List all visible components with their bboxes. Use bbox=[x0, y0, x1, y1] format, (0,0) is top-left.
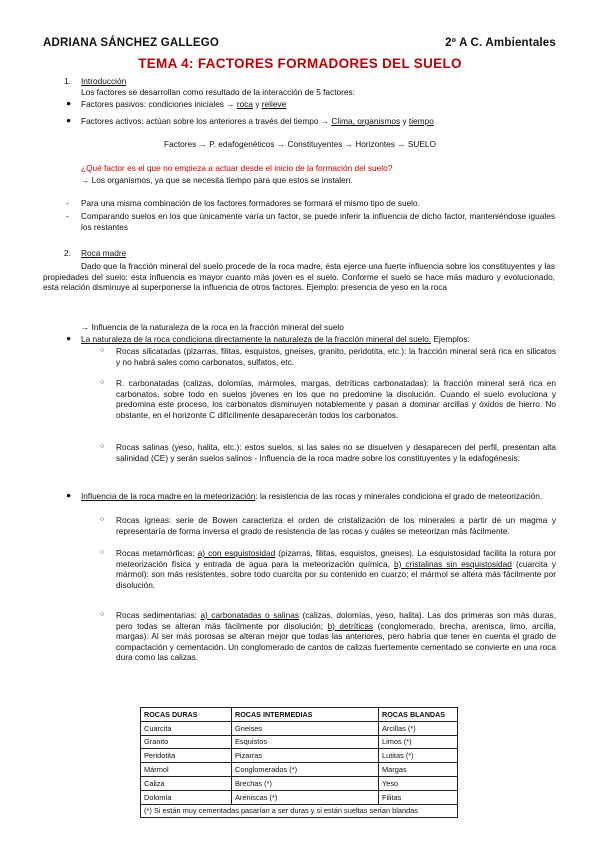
passive-factors: Factores pasivos: condiciones iniciales → roca y relieve bbox=[81, 99, 287, 109]
table-row bbox=[141, 749, 458, 763]
circle-bullet: ○ bbox=[100, 443, 105, 450]
example-salinas: Rocas salinas (yeso, halita, etc.): estos suelos, si las sales no se disuelven y desaparecen del perfil, presentan alta salinidad (CE) y serán suelos salinos - Influencia de la roca madre sobre los constituyentes y la edafogénesis: bbox=[116, 442, 556, 463]
dash-bullet: - bbox=[66, 211, 69, 221]
table-cell: Mármol bbox=[141, 763, 232, 777]
formation-chain: Factores → P. edafogenéticos → Constituyentes → Horizontes → SUELO bbox=[164, 139, 436, 149]
question-line: ¿Qué factor es el que no empieza a actuar desde el inicio de la formación del suelo? bbox=[81, 163, 393, 173]
table-cell: Arcillas (*) bbox=[379, 721, 458, 735]
table-cell: Esquistos bbox=[232, 735, 379, 749]
bullet-dot: ● bbox=[66, 98, 72, 108]
dash-bullet: - bbox=[66, 198, 69, 208]
mineral-fraction-bullet: La naturaleza de la roca condiciona directamente la naturaleza de la fracción mineral del suelo. Ejemplos: bbox=[81, 334, 470, 344]
table-cell: Areniscas (*) bbox=[232, 790, 379, 804]
meteorization-bullet: Influencia de la roca madre en la meteorización: la resistencia de las rocas y minerales condiciona el grado de meteorización. bbox=[81, 491, 543, 501]
course-label: 2º A C. Ambientales bbox=[445, 37, 556, 49]
table-cell: Cuarcita bbox=[141, 721, 232, 735]
table-footnote: (*) Si están muy cementadas pasarían a ser duras y si están sueltas serían blandas bbox=[141, 804, 458, 818]
section-2-heading: Roca madre bbox=[81, 248, 127, 258]
table-header-row bbox=[141, 708, 458, 722]
table-cell: Yeso bbox=[379, 776, 458, 790]
table-cell: Filitas bbox=[379, 790, 458, 804]
section-1-intro: Los factores se desarrollan como resultado de la interacción de 5 factores: bbox=[81, 87, 355, 97]
bullet-dot: ● bbox=[66, 333, 72, 343]
dash-item-1: Para una misma combinación de los factores formadores se formará el mismo tipo de suelo. bbox=[81, 198, 420, 208]
table-cell: Limos (*) bbox=[379, 735, 458, 749]
table-cell: Granito bbox=[141, 735, 232, 749]
table-row bbox=[141, 790, 458, 804]
example-carbonatadas: R. carbonatadas (calizas, dolomías, mármoles, margas, detríticas carbonatadas): la fracción mineral será rica en carbonatos, sobre todo en suelos jóvenes en los que no predomine la disolución. Cuando el suelo evoluciona y predomina este proceso, los carbonatos disminuyen notablemente y pasan a dominar arcillas y óxidos de hierro. No obstante, en el horizonte C difícilmente desaparecerán todos los carbonatos. bbox=[116, 378, 556, 420]
table-cell: Gneises bbox=[232, 721, 379, 735]
table-cell: Caliza bbox=[141, 776, 232, 790]
table-cell: Peridotita bbox=[141, 749, 232, 763]
table-cell: Lutitas (*) bbox=[379, 749, 458, 763]
circle-bullet: ○ bbox=[100, 549, 105, 556]
table-header-cell: ROCAS DURAS bbox=[141, 708, 232, 722]
table-row bbox=[141, 776, 458, 790]
circle-bullet: ○ bbox=[100, 611, 105, 618]
bullet-dot: ● bbox=[66, 490, 72, 500]
metamorphic-rocks: Rocas metamórficas: a) con esquistosidad (pizarras, filitas, esquistos, gneises). La esquistosidad facilita la rotura por meteorización física y entrada de agua para la meteorización química, b) cristalinas sin esquistosidad (cuarcita y mármol): son más resistentes, sobre todo cuarcita por su contenido en cuarzo; el mármol se altera más fácilmente por disolución. bbox=[116, 548, 557, 590]
example-silicatadas: Rocas silicatadas (pizarras, filitas, esquistos, gneises, granito, peridotita, etc.): la fracción mineral será rica en silicatos y no habrá sales como carbonatos, sulfatos, etc. bbox=[116, 346, 556, 367]
section-1-heading: Introducción bbox=[81, 76, 127, 86]
table-cell: Margas bbox=[379, 763, 458, 777]
table-header-cell: ROCAS BLANDAS bbox=[379, 708, 458, 722]
circle-bullet: ○ bbox=[100, 516, 105, 523]
table-footnote-row bbox=[141, 804, 458, 818]
table-row bbox=[141, 721, 458, 735]
table-header-cell: ROCAS INTERMEDIAS bbox=[232, 708, 379, 722]
table-row bbox=[141, 735, 458, 749]
table-cell: Brechas (*) bbox=[232, 776, 379, 790]
bullet-dot: ● bbox=[66, 115, 72, 125]
influence-arrow-line: → Influencia de la naturaleza de la roca en la fracción mineral del suelo bbox=[81, 322, 344, 332]
roca-madre-paragraph: Dado que la fracción mineral del suelo procede de la roca madre, ésta ejerce una fuerte influencia sobre los constituyentes y las propiedades del suelo: esta influencia es mayor cuanto más joven es el suelo. Conforme el suelo se hace más maduro y evolucionado, esta relación disminuye al superponerse la influencia de otros factores. Ejemplo: presencia de yeso en la roca bbox=[43, 261, 555, 293]
author-name: ADRIANA SÁNCHEZ GALLEGO bbox=[43, 37, 220, 49]
section-1-number: 1. bbox=[64, 76, 71, 86]
page-title: TEMA 4: FACTORES FORMADORES DEL SUELO bbox=[138, 56, 462, 71]
rock-hardness-table bbox=[140, 707, 458, 818]
answer-line: → Los organismos, ya que se necesita tiempo para que estos se instalen. bbox=[81, 175, 353, 185]
igneous-rocks: Rocas ígneas: serie de Bowen caracteriza el orden de cristalización de los minerales a partir de un magma y representaría de forma inversa el grado de resistencia de las rocas y cuáles se meteorizan más fácilmente. bbox=[116, 515, 556, 536]
table-row bbox=[141, 763, 458, 777]
dash-item-2: Comparando suelos en los que únicamente varía un factor, se puede inferir la influencia de dicho factor, manteniéndose iguales los restantes bbox=[81, 211, 555, 232]
circle-bullet: ○ bbox=[100, 379, 105, 386]
section-2-number: 2. bbox=[64, 248, 71, 258]
sedimentary-rocks: Rocas sedimentarias: a) carbonatadas o salinas (calizas, dolomías, yeso, halita). Las dos primeras son más duras, pero todas se alteran más fácilmente por disolución; b) detríticas (conglomerado, brecha, arenisca, limo, arcilla, margas). Al ser más porosas se alteran mejor que todas las anteriores, pero habría que tener en cuenta el grado de compactación y cementación. Un conglomerado de cantos de calizas fuertemente cementado se convierte en una roca dura como las calizas. bbox=[116, 610, 556, 663]
table-cell: Conglomerados (*) bbox=[232, 763, 379, 777]
table-cell: Pizarras bbox=[232, 749, 379, 763]
table-cell: Dolomía bbox=[141, 790, 232, 804]
circle-bullet: ○ bbox=[100, 347, 105, 354]
active-factors: Factores activos: actúan sobre los anteriores a través del tiempo → Clima, organismos y tiempo bbox=[81, 116, 434, 126]
